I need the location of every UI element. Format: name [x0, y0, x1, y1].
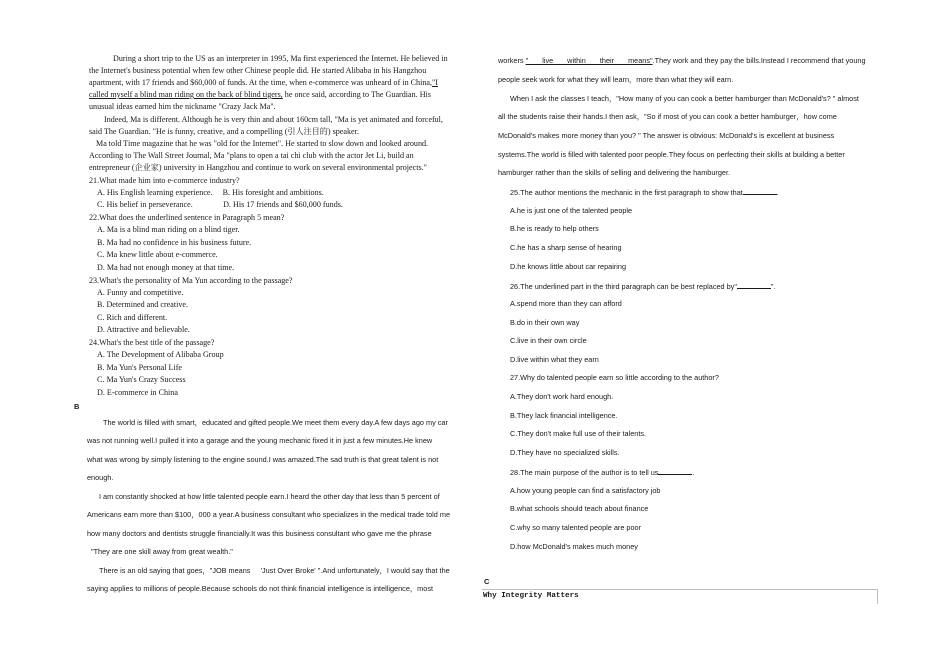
- pb-line: saying applies to millions of people.Because schools do not think financial intelligence is intelligence，most: [87, 584, 433, 593]
- question-stem: 27.Why do talented people earn so little according to the author?: [510, 373, 719, 382]
- question-option: B.do in their own way: [510, 318, 580, 327]
- question-option: A.spend more than they can afford: [510, 299, 622, 308]
- question-option: A. Funny and competitive.: [97, 288, 184, 297]
- question-option: B.what schools should teach about finance: [510, 504, 649, 513]
- section-c-title: Why Integrity Matters: [483, 592, 579, 600]
- question-option: A.They don't work hard enough.: [510, 392, 614, 401]
- pb-line: Americans earn more than $100，000 a year.A business consultant who specializes in the medical trade told me: [87, 510, 451, 519]
- question-stem: 28.The main purpose of the author is to tell us .: [510, 468, 695, 477]
- question-option: D.how McDonald's makes much money: [510, 542, 638, 551]
- answer-blank: [737, 281, 771, 289]
- question-option: C.why so many talented people are poor: [510, 523, 642, 532]
- question-stem: 24.What's the best title of the passage?: [89, 338, 215, 347]
- underlined-sentence: called myself a blind man riding on the back of blind tigers,: [89, 90, 283, 99]
- answer-blank: [743, 187, 777, 195]
- question-option: B. Determined and creative.: [97, 300, 189, 309]
- pb-line: enough.: [87, 473, 114, 482]
- pa-line: apartment, with 17 friends and $60,000 of funds. At the time, when e-commerce was unheard of in China,"I: [89, 78, 438, 87]
- pa-line: called myself a blind man riding on the back of blind tigers, he once said, according to The Guardian. His: [89, 90, 431, 99]
- pa-line: During a short trip to the US as an interpreter in 1995, Ma first experienced the Internet. He believed in: [113, 54, 448, 63]
- pa-line: the Internet's business potential when few other Chinese people did. He started Alibaba in his Hangzhou: [89, 66, 427, 75]
- pa-line: Indeed, Ma is different. Although he is very thin and about 160cm tall, "Ma is yet animated and forceful,: [104, 115, 443, 124]
- pa-line: entrepreneur (企业家) university in Hangzhou and continue to work on several environmental projects.": [89, 163, 427, 172]
- rc-line: systems.The world is filled with talented poor people.They focus on perfecting their skills at building a better: [498, 150, 845, 159]
- question-option: A.he is just one of the talented people: [510, 206, 633, 215]
- question-stem: 25.The author mentions the mechanic in the first paragraph to show that .: [510, 188, 779, 197]
- question-option: B.They lack financial intelligence.: [510, 411, 618, 420]
- question-option: D.he knows little about car repairing: [510, 262, 626, 271]
- pb-line: The world is filled with smart，educated and gifted people.We meet them every day.A few days ago my car: [103, 418, 448, 427]
- pb-line: I am constantly shocked at how little talented people earn.I heard the other day that less than 5 percent of: [99, 492, 440, 501]
- underlined-quote-open: "I: [432, 78, 438, 87]
- underlined-phrase: " live within their means": [525, 56, 653, 65]
- rc-line: hamburger rather than the skills of selling and delivering the hamburger.: [498, 168, 731, 177]
- pb-line: how many doctors and dentists struggle financially.It was this business consultant who gave me the phrase: [87, 529, 432, 538]
- question-option: B. Ma Yun's Personal Life: [97, 363, 183, 372]
- question-option: C. His belief in perseverance. D. His 17 friends and $60,000 funds.: [97, 200, 343, 209]
- pa-line: unusual ideas earned him the nickname "Crazy Jack Ma".: [89, 102, 276, 111]
- question-option: B.he is ready to help others: [510, 224, 599, 233]
- question-option: D. Attractive and believable.: [97, 325, 190, 334]
- rc-line: When I ask the classes I teach，"How many of you can cook a better hamburger than McDonald's? " almost: [510, 94, 859, 103]
- rc-line: workers " live within their means".They work and they pay the bills.Instead I recommend that young: [498, 56, 866, 65]
- question-option: D. E-commerce in China: [97, 388, 178, 397]
- rc-line: all the students raise their hands.I then ask，"So if most of you can cook a better hamburger，how come: [498, 112, 837, 121]
- question-option: D. Ma had not enough money at that time.: [97, 263, 235, 272]
- question-stem: 26.The underlined part in the third paragraph can be best replaced by" ".: [510, 282, 776, 291]
- pa-line: Ma told Time magazine that he was "old for the Internet". He started to slow down and looked around.: [96, 139, 429, 148]
- pa-line: According to The Wall Street Journal, Ma "plans to open a tai chi club with the actor Jet Li, build an: [89, 151, 414, 160]
- question-option: A. His English learning experience. B. His foresight and ambitions.: [97, 188, 324, 197]
- rc-line: McDonald's makes more money than you? " The answer is obvious: McDonald's is excellent at business: [498, 131, 835, 140]
- question-option: C. Rich and different.: [97, 313, 168, 322]
- pb-line: "They are one skill away from great wealth.": [91, 547, 233, 556]
- pa-line: said The Guardian. "He is funny, creative, and a compelling (引人注目的) speaker.: [89, 127, 359, 136]
- section-c-label: C: [484, 577, 490, 586]
- question-option: A.how young people can find a satisfactory job: [510, 486, 661, 495]
- question-option: C.They don't make full use of their talents.: [510, 429, 647, 438]
- question-stem: 22.What does the underlined sentence in Paragraph 5 mean?: [89, 213, 285, 222]
- pb-line: what was wrong by simply listening to the engine sound.I was amazed.The sad truth is that great talent is not: [87, 455, 439, 464]
- question-option: C. Ma Yun's Crazy Success: [97, 375, 186, 384]
- rc-line: people seek work for what they will learn，more than what they will earn.: [498, 75, 734, 84]
- pb-line: was not running well.I pulled it into a garage and the young mechanic fixed it in just a few minutes.He knew: [87, 436, 433, 445]
- question-stem: 21.What made him into e-commerce industry?: [89, 176, 240, 185]
- question-option: D.live within what they earn: [510, 355, 599, 364]
- question-option: C.live in their own circle: [510, 336, 587, 345]
- question-option: C. Ma knew little about e-commerce.: [97, 250, 218, 259]
- pb-line: There is an old saying that goes，"JOB means 'Just Over Broke' ".And unfortunately，I would say that the: [99, 566, 450, 575]
- question-option: A. The Development of Alibaba Group: [97, 350, 224, 359]
- question-option: C.he has a sharp sense of hearing: [510, 243, 622, 252]
- section-b-label: B: [74, 402, 80, 411]
- answer-blank: [658, 467, 692, 475]
- question-option: A. Ma is a blind man riding on a blind tiger.: [97, 225, 240, 234]
- question-stem: 23.What's the personality of Ma Yun according to the passage?: [89, 276, 293, 285]
- question-option: D.They have no specialized skills.: [510, 448, 620, 457]
- question-option: B. Ma had no confidence in his business future.: [97, 238, 252, 247]
